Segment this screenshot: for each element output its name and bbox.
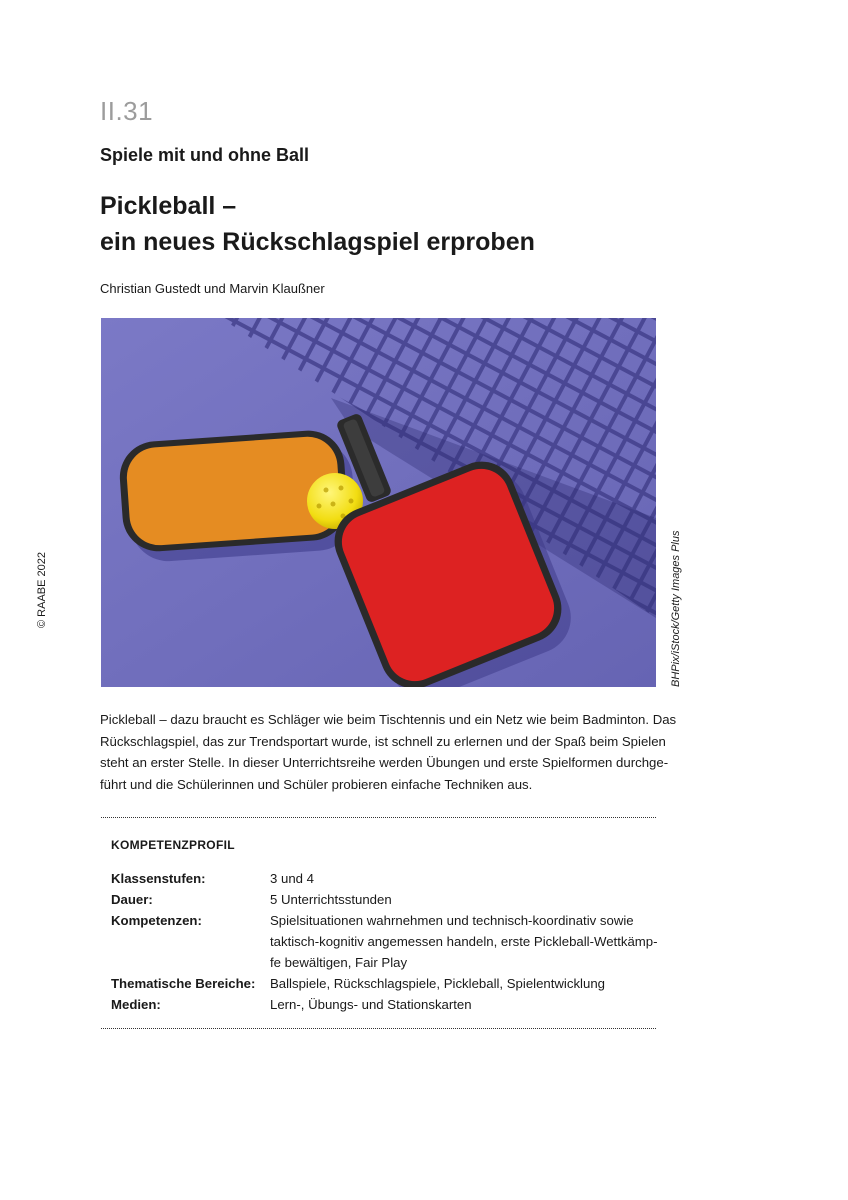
profile-value	[270, 910, 660, 973]
page-title	[100, 188, 535, 260]
profile-value-line: 5 Unterrichtsstunden	[270, 892, 392, 907]
profile-value	[270, 889, 660, 910]
profile-value	[270, 868, 660, 889]
profile-value-line: Spielsituationen wahrnehmen und technisch-koordinativ sowie	[270, 913, 634, 928]
profile-label: Dauer:	[111, 892, 153, 907]
divider-bottom	[101, 1028, 656, 1029]
profile-label: Thematische Bereiche:	[111, 976, 256, 991]
copyright-notice: © RAABE 2022	[36, 552, 48, 628]
intro-line: Pickleball – dazu braucht es Schläger wie beim Tischtennis und ein Netz wie beim Badminton. Das	[100, 712, 677, 727]
profile-value-line: Lern-, Übungs- und Stationskarten	[270, 997, 472, 1012]
intro-line: Rückschlagspiel, das zur Trendsportart wurde, ist schnell zu erlernen und der Spaß beim Spielen	[100, 733, 666, 749]
profile-value	[270, 973, 660, 994]
intro-line: steht an erster Stelle. In dieser Unterrichtsreihe werden Übungen und erste Spielformen durchge-	[100, 755, 669, 770]
photo-credit: BHPix/iStock/Getty Images Plus	[670, 530, 682, 687]
profile-value-line: taktisch-kognitiv angemessen handeln, erste Pickleball-Wettkämp-	[270, 934, 658, 949]
authors: Christian Gustedt und Marvin Klaußner	[100, 281, 325, 296]
profile-value-line: 3 und 4	[270, 871, 314, 886]
divider-top	[101, 817, 656, 818]
pickleball-photo	[101, 318, 656, 687]
intro-paragraph	[100, 709, 677, 795]
profile-value-line: Ballspiele, Rückschlagspiele, Pickleball, Spielentwicklung	[270, 976, 605, 991]
title-line-2: ein neues Rückschlagspiel erproben	[100, 228, 535, 256]
pickleball-illustration	[101, 318, 656, 687]
profile-heading: KOMPETENZPROFIL	[111, 838, 235, 852]
section-title: Spiele mit und ohne Ball	[100, 145, 310, 165]
profile-label: Kompetenzen:	[111, 913, 202, 928]
profile-value-line: fe bewältigen, Fair Play	[270, 955, 408, 970]
profile-label: Klassenstufen:	[111, 871, 206, 886]
intro-line: führt und die Schülerinnen und Schüler probieren einfache Techniken aus.	[100, 776, 533, 792]
profile-value	[270, 994, 660, 1015]
title-line-1: Pickleball –	[100, 192, 237, 220]
chapter-code: II.31	[100, 96, 154, 126]
profile-label: Medien:	[111, 997, 161, 1012]
